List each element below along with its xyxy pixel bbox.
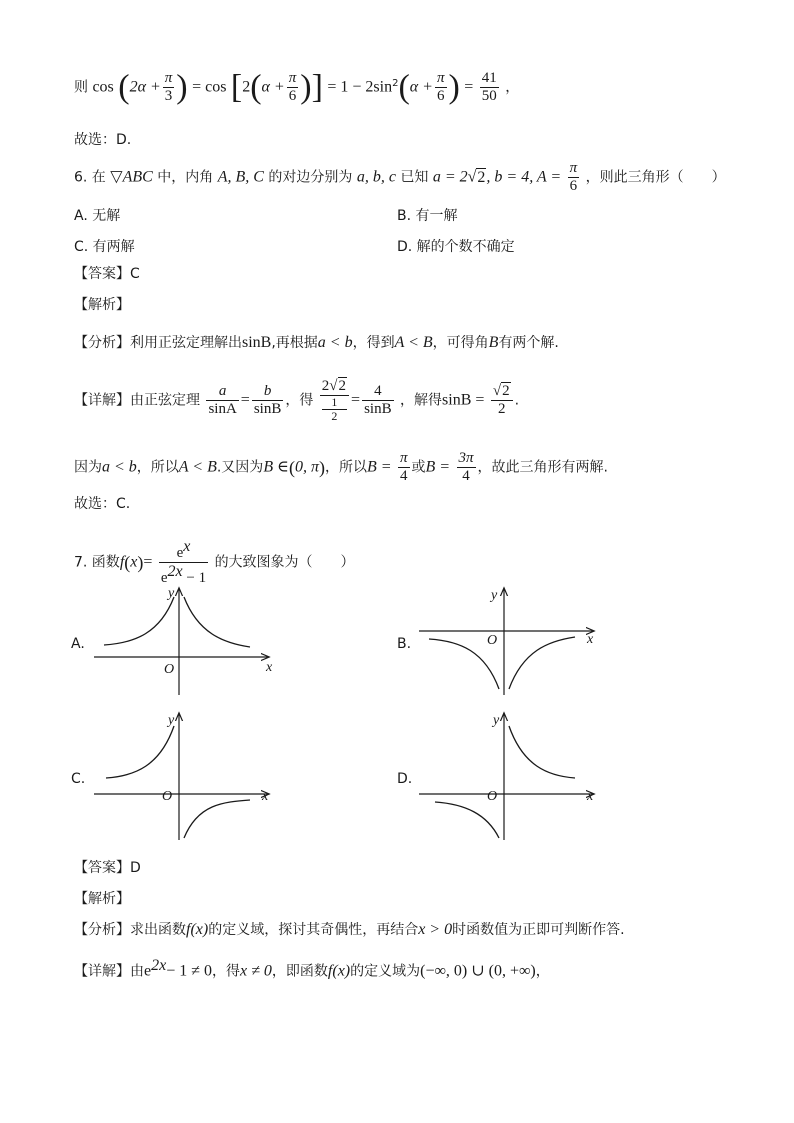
text: 中，内角 bbox=[157, 169, 214, 186]
text: ，所以 bbox=[136, 459, 179, 476]
sqrt-sign: √ bbox=[467, 168, 477, 186]
math: 2 bbox=[477, 168, 486, 186]
text: 则 bbox=[74, 79, 88, 96]
math: a < b bbox=[317, 334, 353, 351]
x-label: x bbox=[266, 660, 273, 675]
math: a < b bbox=[102, 458, 137, 476]
curve-left bbox=[106, 726, 174, 778]
text: 利用正弦定理解出 bbox=[130, 335, 242, 351]
tag: 【分析】 bbox=[74, 335, 130, 351]
math: f(x) bbox=[327, 962, 351, 980]
paren: ) bbox=[448, 68, 460, 106]
math: x > 0 bbox=[418, 921, 453, 938]
math: = bbox=[240, 391, 250, 409]
text: 求出函数 bbox=[130, 922, 186, 938]
x-label: x bbox=[587, 789, 594, 804]
cos-text: cos bbox=[92, 78, 114, 96]
option-d-label: D. bbox=[397, 771, 413, 787]
paren: ( bbox=[250, 68, 262, 106]
answer-value: C bbox=[130, 266, 140, 282]
sup: 2 bbox=[392, 77, 399, 89]
text: 的定义域为 bbox=[350, 963, 421, 980]
origin-label: O bbox=[162, 789, 173, 804]
math: (−∞, 0) ∪ (0, +∞) bbox=[420, 962, 536, 980]
text: 的定义域，探讨其奇偶性，再结合 bbox=[208, 922, 419, 938]
curve-right bbox=[509, 637, 575, 689]
answer-tag: 【答案】 bbox=[74, 266, 130, 282]
question-6 bbox=[74, 160, 726, 195]
fraction: $\frac{\pi}{3}$ bbox=[164, 70, 173, 104]
sup: 2x bbox=[151, 957, 167, 974]
cos-text: = cos bbox=[192, 78, 227, 96]
text: 因为 bbox=[74, 459, 102, 476]
x-label: x bbox=[587, 632, 594, 647]
curve-right bbox=[184, 800, 250, 838]
x-label: x bbox=[262, 789, 269, 804]
math: ▽ABC bbox=[110, 168, 153, 186]
math: sinB = bbox=[442, 391, 485, 409]
analysis-tag: 【解析】 bbox=[74, 891, 130, 907]
text: ，则此三角形（ ） bbox=[585, 169, 726, 186]
option-b: B. 有一解 bbox=[397, 208, 458, 224]
tag: 【详解】 bbox=[74, 392, 130, 409]
math: − 1 ≠ 0 bbox=[166, 962, 213, 980]
answer-value: D bbox=[130, 860, 141, 876]
paren: ( bbox=[118, 68, 130, 106]
paren: ( bbox=[398, 68, 410, 106]
fraction: $\frac{a}{\sin A}$ bbox=[208, 383, 237, 417]
reason-line: 因为a < b，所以A < B.又因为B ∈(0, π)，所以B = $\frac{\pi}{4}$ 或B = $\frac{3\pi}{4}$ ，故此三角形有两解. bbox=[74, 450, 608, 484]
math: a, b, c bbox=[356, 168, 396, 186]
text: ，得到 bbox=[352, 335, 395, 351]
expr: = 1 − 2sin bbox=[327, 78, 393, 96]
arg: α + bbox=[261, 78, 285, 96]
math: B = bbox=[366, 458, 392, 476]
text: ，即函数 bbox=[271, 963, 328, 980]
math: = bbox=[143, 553, 153, 571]
math: 0, π bbox=[294, 458, 319, 476]
text: 的大致图象为（ ） bbox=[214, 554, 355, 571]
math: , b = 4, A = bbox=[486, 168, 562, 186]
math: a = 2 bbox=[432, 168, 468, 186]
fraction: $\frac{e^x}{e^{2x} - 1}$ bbox=[160, 538, 207, 586]
equation-line bbox=[74, 70, 519, 105]
fraction: $\frac{\pi}{6}$ bbox=[436, 70, 445, 104]
option-c-label: C. bbox=[71, 771, 86, 787]
option-d: D. 解的个数不确定 bbox=[397, 239, 515, 255]
math: B ∈ bbox=[263, 458, 289, 476]
curve-right bbox=[509, 726, 575, 778]
text: ，得 bbox=[212, 963, 241, 980]
answer-line bbox=[74, 861, 141, 875]
option-b-label: B. bbox=[397, 636, 412, 652]
origin-label: O bbox=[164, 662, 175, 677]
math: A < B bbox=[178, 458, 217, 476]
math: B bbox=[488, 334, 499, 351]
text: 的对边分别为 bbox=[268, 169, 353, 186]
arg: 2α + bbox=[129, 78, 161, 96]
text: ， bbox=[505, 79, 520, 96]
tag: 【详解】 bbox=[74, 963, 130, 980]
xiangjie-line bbox=[74, 378, 519, 423]
answer-line: 故选：C. bbox=[74, 496, 131, 512]
fraction: $\frac{b}{\sin B}$ bbox=[253, 383, 282, 417]
graph-c bbox=[90, 710, 280, 845]
math: x bbox=[130, 553, 138, 571]
paren: ) bbox=[300, 68, 312, 106]
math: e bbox=[144, 962, 152, 980]
arg: α + bbox=[409, 78, 433, 96]
text: ，所以 bbox=[324, 459, 367, 476]
option-a-label: A. bbox=[71, 636, 85, 652]
paren: ) bbox=[176, 68, 188, 106]
curve-left bbox=[104, 597, 174, 645]
text: 已知 bbox=[400, 169, 429, 186]
math: sinB bbox=[242, 334, 272, 351]
math: f(x) bbox=[186, 921, 209, 938]
math: A, B, C bbox=[217, 168, 264, 186]
y-label: y bbox=[168, 586, 175, 601]
text: 或 bbox=[411, 459, 426, 476]
tag: 【分析】 bbox=[74, 922, 130, 938]
bracket: ] bbox=[311, 68, 323, 106]
text: ，得 bbox=[285, 392, 314, 409]
option-a: A. 无解 bbox=[74, 208, 121, 224]
fraction: $\frac{\pi}{6}$ bbox=[288, 70, 297, 104]
math: x ≠ 0 bbox=[240, 962, 272, 980]
fraction: $\frac{\pi}{6}$ bbox=[569, 160, 578, 194]
text: 6. 在 bbox=[74, 169, 106, 186]
text: ， bbox=[535, 963, 550, 980]
math: f bbox=[119, 553, 125, 571]
graph-d bbox=[415, 710, 605, 845]
text: . bbox=[514, 392, 520, 409]
text: ,再根据 bbox=[271, 335, 318, 351]
fenxi-line bbox=[74, 922, 625, 938]
fraction: $\frac{3\pi}{4}$ bbox=[458, 450, 474, 484]
curve-right bbox=[184, 597, 250, 647]
y-label: y bbox=[168, 713, 175, 728]
text: .又因为 bbox=[216, 459, 264, 476]
origin-label: O bbox=[487, 633, 498, 648]
text: 由正弦定理 bbox=[130, 392, 200, 409]
question-7: 7. 函数f(x)= $\frac{e^x}{e^{2x} - 1}$ 的大致图象为（ ） bbox=[74, 538, 355, 586]
bracket: [ bbox=[230, 68, 243, 106]
y-label: y bbox=[491, 588, 498, 603]
text: ，故此三角形有两解. bbox=[477, 459, 608, 476]
arg: 2 bbox=[242, 78, 251, 96]
fraction: $\frac{√2}{2}$ bbox=[491, 383, 513, 418]
y-label: y bbox=[493, 713, 500, 728]
answer-tag: 【答案】 bbox=[74, 860, 130, 876]
analysis-tag: 【解析】 bbox=[74, 297, 130, 313]
fraction: $\frac{4}{\sin B}$ bbox=[364, 383, 392, 417]
expr: = bbox=[464, 78, 474, 96]
text: 由 bbox=[130, 963, 144, 980]
graph-a bbox=[90, 585, 280, 700]
text: 有两个解. bbox=[498, 335, 559, 351]
math: A < B bbox=[394, 334, 433, 351]
curve-left bbox=[435, 802, 499, 838]
text: ，解得 bbox=[400, 392, 443, 409]
text: ，可得角 bbox=[432, 335, 489, 351]
fenxi-line bbox=[74, 335, 559, 351]
fraction: $\frac{\pi}{4}$ bbox=[399, 450, 408, 484]
origin-label: O bbox=[487, 789, 498, 804]
fraction: 2√2 1 2 bbox=[320, 378, 349, 423]
xiangjie-line bbox=[74, 958, 550, 980]
fraction: $\frac{41}{50}$ bbox=[481, 70, 497, 104]
math: = bbox=[351, 391, 361, 409]
answer-line bbox=[74, 267, 140, 281]
option-c: C. 有两解 bbox=[74, 239, 135, 255]
graph-b bbox=[415, 585, 605, 700]
text: 时函数值为正即可判断作答. bbox=[452, 922, 625, 938]
text: 7. 函数 bbox=[74, 554, 120, 571]
math: B = bbox=[425, 458, 451, 476]
answer-line: 故选：D. bbox=[74, 132, 132, 148]
